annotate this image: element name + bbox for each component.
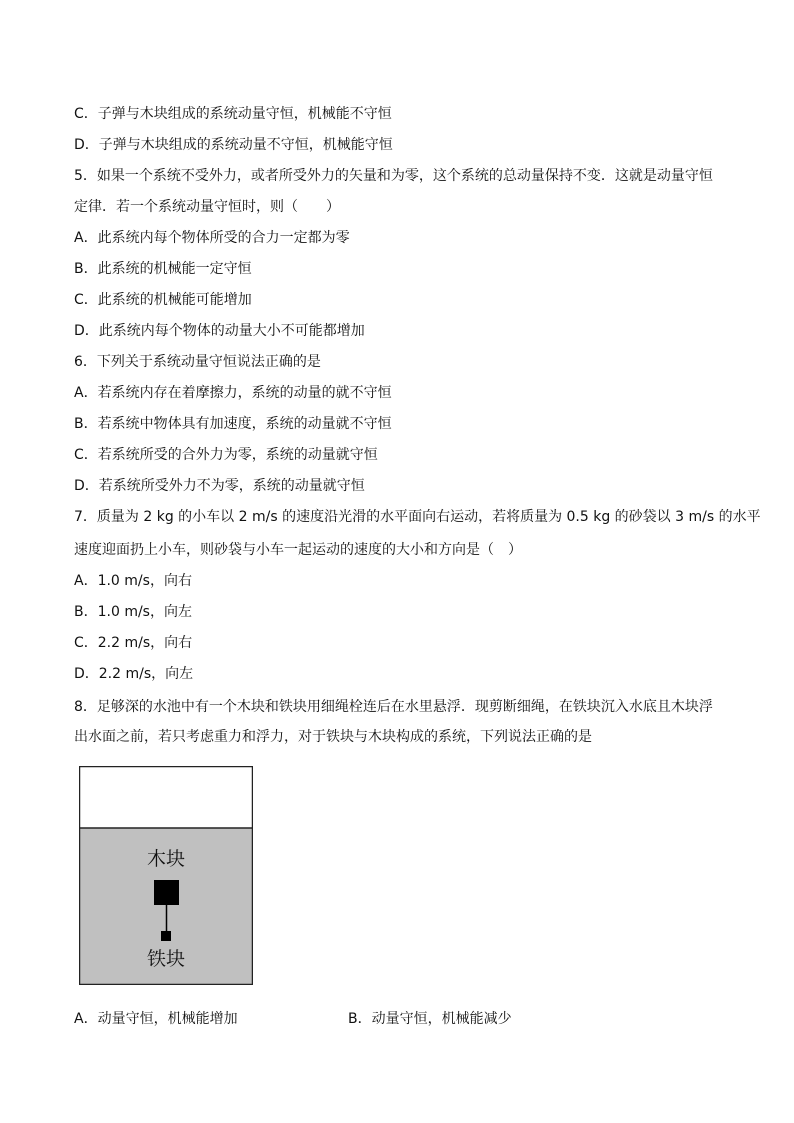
option-8a: A．动量守恒，机械能增加 [74, 1011, 238, 1027]
option-7c: C．2.2 m/s，向右 [74, 635, 193, 651]
wood-block [154, 880, 179, 905]
iron-block [161, 931, 171, 941]
iron-block-label: 铁块 [147, 948, 186, 970]
option-5b: B．此系统的机械能一定守恒 [74, 261, 252, 277]
question-7-line-1: 7．质量为 2 kg 的小车以 2 m/s 的速度沿光滑的水平面向右运动，若将质量为 0.5 kg 的砂袋以 3 m/s 的水平 [74, 509, 761, 525]
question-5-line-1: 5．如果一个系统不受外力，或者所受外力的矢量和为零，这个系统的总动量保持不变．这就是动量守恒 [74, 168, 713, 184]
option-6a: A．若系统内存在着摩擦力，系统的动量的就不守恒 [74, 385, 392, 401]
question-7-line-2: 速度迎面扔上小车，则砂袋与小车一起运动的速度的大小和方向是（ ） [74, 542, 522, 558]
question-5-line-2: 定律．若一个系统动量守恒时，则（ ） [74, 199, 340, 215]
option-7b: B．1.0 m/s，向左 [74, 604, 192, 620]
option-5d: D．此系统内每个物体的动量大小不可能都增加 [74, 323, 365, 339]
option-6d: D．若系统所受外力不为零，系统的动量就守恒 [74, 478, 365, 494]
question-8-line-2: 出水面之前，若只考虑重力和浮力，对于铁块与木块构成的系统，下列说法正确的是 [74, 729, 592, 745]
question-8-line-1: 8．足够深的水池中有一个木块和铁块用细绳栓连后在水里悬浮．现剪断细绳，在铁块沉入水底且木块浮 [74, 699, 713, 715]
option-4c: C．子弹与木块组成的系统动量守恒，机械能不守恒 [74, 106, 392, 122]
option-4d: D．子弹与木块组成的系统动量不守恒，机械能守恒 [74, 137, 393, 153]
option-5a: A．此系统内每个物体所受的合力一定都为零 [74, 230, 350, 246]
option-6b: B．若系统中物体具有加速度，系统的动量就不守恒 [74, 416, 392, 432]
option-5c: C．此系统的机械能可能增加 [74, 292, 252, 308]
option-8b: B．动量守恒，机械能减少 [348, 1011, 512, 1027]
wood-block-label: 木块 [147, 848, 186, 870]
question-6: 6．下列关于系统动量守恒说法正确的是 [74, 354, 321, 370]
option-6c: C．若系统所受的合外力为零，系统的动量就守恒 [74, 447, 378, 463]
pool-diagram [79, 766, 253, 985]
option-7a: A．1.0 m/s，向右 [74, 573, 192, 589]
option-7d: D．2.2 m/s，向左 [74, 666, 194, 682]
